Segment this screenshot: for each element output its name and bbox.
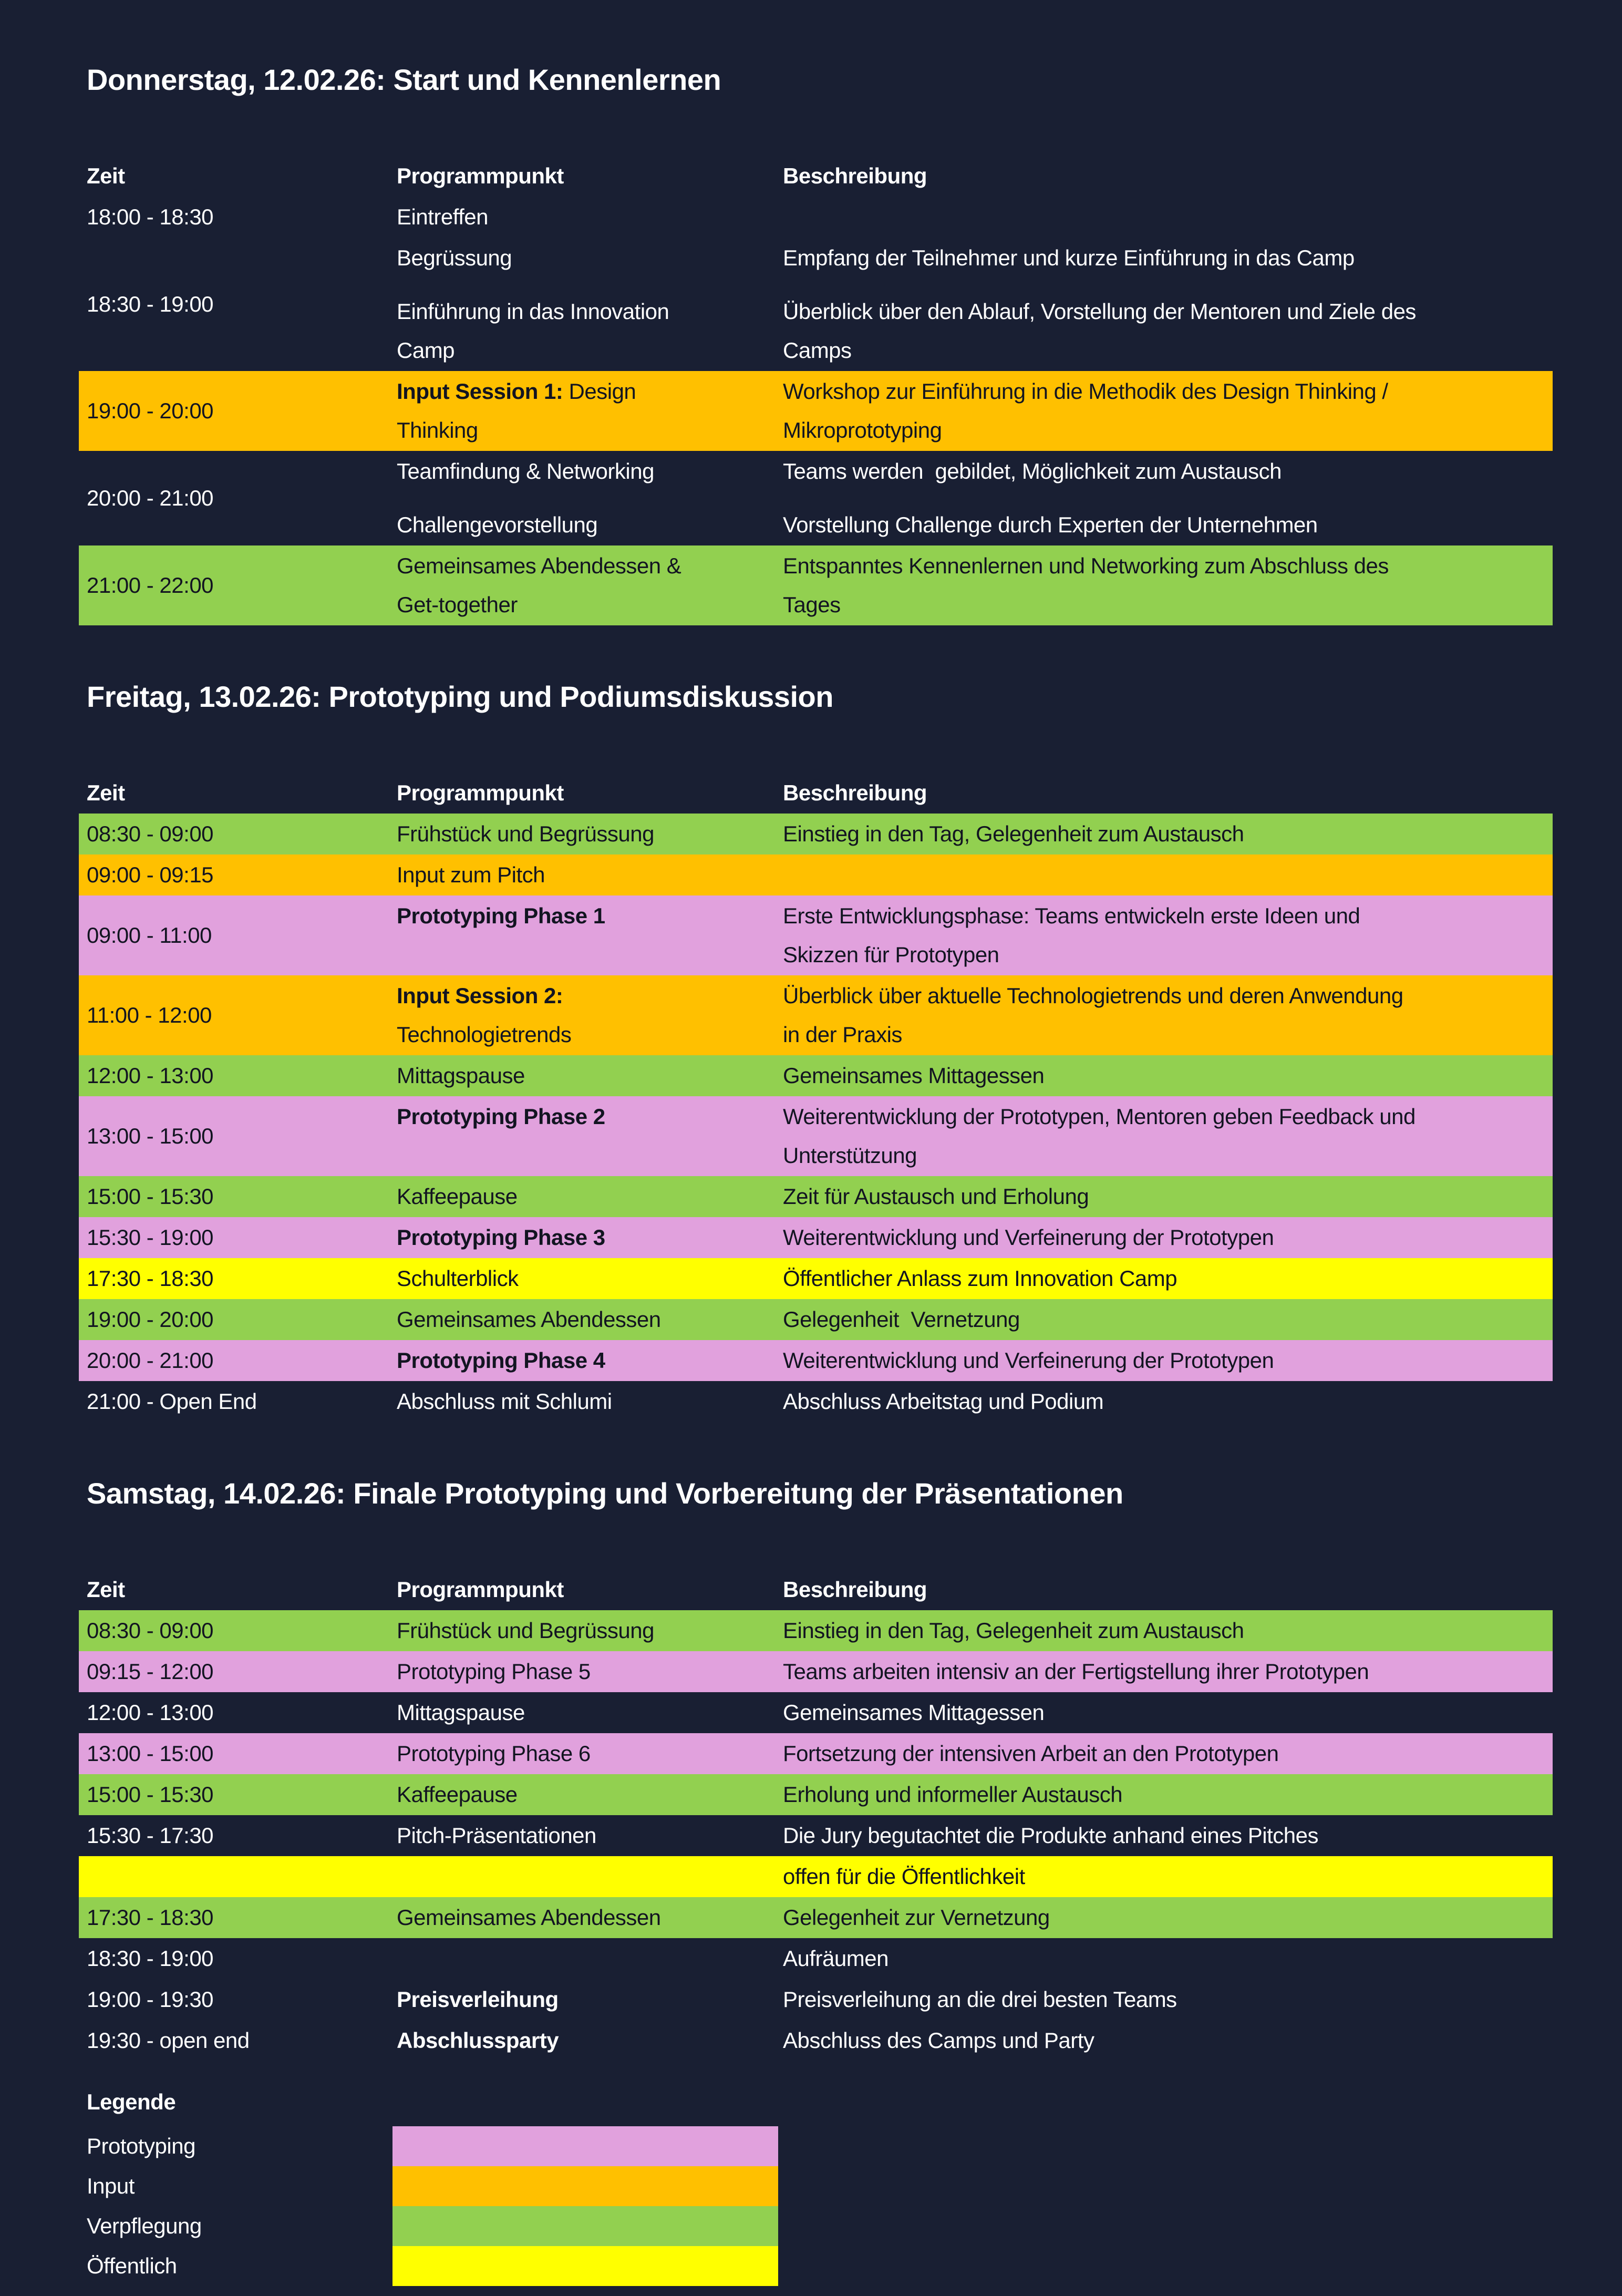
row-entries <box>397 1258 1553 1299</box>
schedule-row <box>79 2020 1553 2061</box>
row-entries <box>397 895 1553 975</box>
description-cell <box>783 292 1553 370</box>
description-cell <box>783 372 1553 450</box>
description-cell <box>783 815 1553 853</box>
program-entry <box>397 1259 1553 1298</box>
schedule-row <box>79 1856 1553 1897</box>
description-cell <box>783 1898 1553 1937</box>
description-line: Überblick über den Ablauf, Vorstellung der Mentoren und Ziele des <box>783 299 1416 324</box>
program-entry <box>397 2021 1553 2060</box>
description-line: in der Praxis <box>783 1022 902 1047</box>
schedule-row <box>79 1651 1553 1692</box>
program-cell <box>397 1177 783 1216</box>
legend-label: Öffentlich <box>87 2253 177 2278</box>
legend-swatch-input <box>392 2166 778 2206</box>
row-entries <box>397 1340 1553 1381</box>
program-cell <box>397 1816 783 1855</box>
program-cell <box>397 292 783 370</box>
time-cell: 09:00 - 11:00 <box>87 923 212 948</box>
program-line: Challengevorstellung <box>397 512 598 537</box>
time-cell: 18:00 - 18:30 <box>87 204 214 229</box>
description-line: Aufräumen <box>783 1946 889 1971</box>
row-entries <box>397 1055 1553 1096</box>
time-cell: 20:00 - 21:00 <box>87 486 214 510</box>
description-cell <box>783 1097 1553 1175</box>
program-line: Thinking <box>397 418 478 442</box>
description-line: Weiterentwicklung und Verfeinerung der Prototypen <box>783 1348 1274 1373</box>
description-line: Unterstützung <box>783 1143 917 1168</box>
schedule-row <box>79 1733 1553 1774</box>
column-header-time: Zeit <box>87 1577 125 1602</box>
description-line: Vorstellung Challenge durch Experten der Unternehmen <box>783 512 1318 537</box>
program-line: Prototyping Phase 1 <box>397 903 605 928</box>
program-entry <box>397 1177 1553 1216</box>
program-line: Einführung in das Innovation <box>397 299 669 324</box>
schedule-row <box>79 1938 1553 1979</box>
program-line: Mittagspause <box>397 1700 525 1725</box>
program-line: Prototyping Phase 3 <box>397 1225 605 1250</box>
schedule-row <box>79 854 1553 895</box>
row-entries <box>397 975 1553 1055</box>
schedule-row <box>79 1815 1553 1856</box>
column-header-program: Programmpunkt <box>397 163 564 188</box>
program-cell <box>397 856 783 894</box>
row-entries <box>397 1610 1553 1651</box>
time-cell: 15:00 - 15:30 <box>87 1184 214 1209</box>
row-entries <box>397 1733 1553 1774</box>
schedule-row <box>79 1096 1553 1176</box>
program-line: Prototyping Phase 2 <box>397 1104 605 1129</box>
program-line: Abschluss mit Schlumi <box>397 1389 612 1414</box>
schedule-row <box>79 1299 1553 1340</box>
program-line: Technologietrends <box>397 1022 572 1047</box>
row-entries <box>397 1938 1553 1979</box>
program-entry <box>397 1980 1553 2019</box>
description-cell <box>783 239 1553 277</box>
program-cell <box>397 1611 783 1650</box>
row-entries <box>397 1299 1553 1340</box>
description-cell <box>783 976 1553 1054</box>
program-line: Input Session 2: <box>397 983 563 1008</box>
time-cell: 18:30 - 19:00 <box>87 292 214 316</box>
program-line: Schulterblick <box>397 1266 519 1291</box>
description-cell <box>783 856 1553 894</box>
program-entry <box>397 1652 1553 1691</box>
program-cell <box>397 976 783 1054</box>
program-entry <box>397 1341 1553 1380</box>
day-section <box>79 59 1553 625</box>
program-cell <box>397 1898 783 1937</box>
description-cell <box>783 1300 1553 1339</box>
program-entry <box>397 1775 1553 1814</box>
program-cell <box>397 372 783 450</box>
schedule-row <box>79 545 1553 625</box>
program-line: Teamfindung & Networking <box>397 459 654 483</box>
program-entry <box>397 1898 1553 1937</box>
description-cell <box>783 1775 1553 1814</box>
time-cell: 21:00 - Open End <box>87 1389 257 1414</box>
program-cell <box>397 1857 783 1896</box>
description-line: Preisverleihung an die drei besten Teams <box>783 1987 1177 2012</box>
schedule-row <box>79 1897 1553 1938</box>
description-cell <box>783 897 1553 974</box>
description-line: Überblick über aktuelle Technologietrends und deren Anwendung <box>783 983 1403 1008</box>
program-entry <box>397 1382 1553 1421</box>
program-entry <box>397 1693 1553 1732</box>
time-cell: 19:00 - 20:00 <box>87 1307 214 1332</box>
description-cell <box>783 1056 1553 1095</box>
description-cell <box>783 1259 1553 1298</box>
row-entries <box>397 1979 1553 2020</box>
program-entry <box>397 506 1553 544</box>
section-title: Donnerstag, 12.02.26: Start und Kennenlernen <box>87 63 721 96</box>
program-entry <box>397 1734 1553 1773</box>
program-entry <box>397 372 1553 450</box>
program-line: Gemeinsames Abendessen & <box>397 553 681 578</box>
description-line: Gemeinsames Mittagessen <box>783 1700 1045 1725</box>
program-entry <box>397 1816 1553 1855</box>
program-cell <box>397 1775 783 1814</box>
time-cell: 17:30 - 18:30 <box>87 1905 214 1930</box>
time-cell: 15:30 - 19:00 <box>87 1225 214 1250</box>
program-cell <box>397 547 783 624</box>
legend-label: Verpflegung <box>87 2213 202 2238</box>
description-cell <box>783 1816 1553 1855</box>
day-section <box>79 676 1553 1422</box>
row-entries <box>397 1815 1553 1856</box>
row-entries <box>397 1381 1553 1422</box>
description-line: Teams arbeiten intensiv an der Fertigstellung ihrer Prototypen <box>783 1659 1369 1684</box>
time-cell: 09:15 - 12:00 <box>87 1659 214 1684</box>
schedule-row <box>79 1774 1553 1815</box>
description-line: Die Jury begutachtet die Produkte anhand eines Pitches <box>783 1823 1319 1848</box>
schedule-row <box>79 451 1553 545</box>
program-cell <box>397 1980 783 2019</box>
row-entries <box>397 451 1553 545</box>
column-header-time: Zeit <box>87 780 125 805</box>
legend-labels <box>79 2126 392 2286</box>
column-header-program: Programmpunkt <box>397 780 564 805</box>
program-cell <box>397 1056 783 1095</box>
program-entry <box>397 1939 1553 1978</box>
table-header <box>79 773 1553 814</box>
program-line: Frühstück und Begrüssung <box>397 821 654 846</box>
legend-label: Input <box>87 2174 135 2198</box>
program-entry <box>397 1300 1553 1339</box>
description-line: Weiterentwicklung der Prototypen, Mentoren geben Feedback und <box>783 1104 1416 1129</box>
description-line: offen für die Öffentlichkeit <box>783 1864 1025 1889</box>
table-header <box>79 1569 1553 1610</box>
schedule-row <box>79 1340 1553 1381</box>
program-entry <box>397 976 1553 1054</box>
description-cell <box>783 1177 1553 1216</box>
schedule-row <box>79 197 1553 238</box>
column-header-program: Programmpunkt <box>397 1577 564 1602</box>
time-cell: 08:30 - 09:00 <box>87 1618 214 1643</box>
legend-swatch-prototyping <box>392 2126 778 2166</box>
time-cell: 19:00 - 19:30 <box>87 1987 214 2012</box>
program-line: Gemeinsames Abendessen <box>397 1307 661 1332</box>
program-cell <box>397 1341 783 1380</box>
program-line: Pitch-Präsentationen <box>397 1823 596 1848</box>
program-cell <box>397 239 783 277</box>
program-cell <box>397 1259 783 1298</box>
description-line: Empfang der Teilnehmer und kurze Einführung in das Camp <box>783 245 1355 270</box>
description-line: Erholung und informeller Austausch <box>783 1782 1123 1807</box>
description-line: Gemeinsames Mittagessen <box>783 1063 1045 1088</box>
row-entries <box>397 545 1553 625</box>
column-header-description: Beschreibung <box>783 1577 927 1602</box>
description-cell <box>783 1611 1553 1650</box>
time-cell: 13:00 - 15:00 <box>87 1741 214 1766</box>
description-cell <box>783 547 1553 624</box>
description-cell <box>783 452 1553 491</box>
program-entry <box>397 547 1553 624</box>
section-title: Freitag, 13.02.26: Prototyping und Podiumsdiskussion <box>87 680 833 713</box>
program-entry <box>397 1097 1553 1175</box>
program-line: Prototyping Phase 5 <box>397 1659 591 1684</box>
description-line: Abschluss Arbeitstag und Podium <box>783 1389 1104 1414</box>
time-cell: 20:00 - 21:00 <box>87 1348 214 1373</box>
description-line: Einstieg in den Tag, Gelegenheit zum Austausch <box>783 821 1244 846</box>
description-line: Weiterentwicklung und Verfeinerung der Prototypen <box>783 1225 1274 1250</box>
row-entries <box>397 1856 1553 1897</box>
program-line: Prototyping Phase 6 <box>397 1741 591 1766</box>
time-cell: 19:00 - 20:00 <box>87 398 214 423</box>
table-header <box>79 156 1553 197</box>
program-cell <box>397 1097 783 1175</box>
program-cell <box>397 198 783 236</box>
program-cell <box>397 452 783 491</box>
program-entry <box>397 1857 1553 1896</box>
program-cell <box>397 506 783 544</box>
program-cell <box>397 1382 783 1421</box>
program-entry <box>397 1218 1553 1257</box>
description-line: Einstieg in den Tag, Gelegenheit zum Austausch <box>783 1618 1244 1643</box>
schedule-row <box>79 1692 1553 1733</box>
time-cell: 12:00 - 13:00 <box>87 1700 214 1725</box>
program-cell <box>397 1693 783 1732</box>
description-line: Öffentlicher Anlass zum Innovation Camp <box>783 1266 1177 1291</box>
program-entry <box>397 815 1553 853</box>
program-line: Abschlussparty <box>397 2028 559 2053</box>
column-header-description: Beschreibung <box>783 163 927 188</box>
program-cell <box>397 1939 783 1978</box>
legend <box>79 2082 1553 2286</box>
description-line: Skizzen für Prototypen <box>783 942 999 967</box>
program-cell <box>397 1300 783 1339</box>
description-cell <box>783 1857 1553 1896</box>
time-cell: 11:00 - 12:00 <box>87 1003 212 1027</box>
row-entries <box>397 814 1553 854</box>
program-entry <box>397 1611 1553 1650</box>
program-line: Get-together <box>397 592 518 617</box>
description-cell <box>783 1218 1553 1257</box>
description-cell <box>783 1939 1553 1978</box>
description-cell <box>783 1652 1553 1691</box>
column-header-description: Beschreibung <box>783 780 927 805</box>
section-title: Samstag, 14.02.26: Finale Prototyping und Vorbereitung der Präsentationen <box>87 1477 1123 1510</box>
schedule-row <box>79 814 1553 854</box>
row-entries <box>397 1897 1553 1938</box>
program-line: Camp <box>397 338 455 363</box>
row-entries <box>397 1651 1553 1692</box>
program-line: Preisverleihung <box>397 1987 559 2012</box>
schedule-row <box>79 1217 1553 1258</box>
row-entries <box>397 1774 1553 1815</box>
legend-label: Prototyping <box>87 2134 195 2158</box>
time-cell: 08:30 - 09:00 <box>87 821 214 846</box>
program-cell <box>397 1734 783 1773</box>
description-cell <box>783 198 1553 236</box>
description-cell <box>783 1382 1553 1421</box>
row-entries <box>397 854 1553 895</box>
schedule-row <box>79 238 1553 371</box>
program-line: Gemeinsames Abendessen <box>397 1905 661 1930</box>
schedule-row <box>79 1979 1553 2020</box>
description-cell <box>783 1693 1553 1732</box>
description-line: Erste Entwicklungsphase: Teams entwickeln erste Ideen und <box>783 903 1360 928</box>
time-cell: 15:30 - 17:30 <box>87 1823 214 1848</box>
description-cell <box>783 1341 1553 1380</box>
description-line: Entspanntes Kennenlernen und Networking zum Abschluss des <box>783 553 1389 578</box>
row-entries <box>397 371 1553 451</box>
description-line: Gelegenheit Vernetzung <box>783 1307 1020 1332</box>
program-line: Input Session 1: Design <box>397 379 636 404</box>
program-line: Frühstück und Begrüssung <box>397 1618 654 1643</box>
program-line: Kaffeepause <box>397 1782 518 1807</box>
day-section <box>79 1473 1553 2061</box>
schedule-row <box>79 1610 1553 1651</box>
legend-swatch-food <box>392 2206 778 2246</box>
schedule-row <box>79 1258 1553 1299</box>
row-entries <box>397 2020 1553 2061</box>
program-entry <box>397 452 1553 491</box>
schedule-row <box>79 371 1553 451</box>
time-cell: 12:00 - 13:00 <box>87 1063 214 1088</box>
time-cell: 19:30 - open end <box>87 2028 250 2053</box>
description-line: Tages <box>783 592 841 617</box>
description-cell <box>783 2021 1553 2060</box>
row-entries <box>397 1096 1553 1176</box>
program-line: Kaffeepause <box>397 1184 518 1209</box>
time-cell: 09:00 - 09:15 <box>87 862 214 887</box>
description-line: Teams werden gebildet, Möglichkeit zum Austausch <box>783 459 1282 483</box>
legend-swatch-public <box>392 2246 778 2286</box>
legend-body <box>79 2126 1553 2286</box>
time-cell: 18:30 - 19:00 <box>87 1946 214 1971</box>
description-line: Zeit für Austausch und Erholung <box>783 1184 1089 1209</box>
row-entries <box>397 1217 1553 1258</box>
time-cell: 15:00 - 15:30 <box>87 1782 214 1807</box>
description-line: Gelegenheit zur Vernetzung <box>783 1905 1050 1930</box>
description-line: Mikroprototyping <box>783 418 942 442</box>
program-entry <box>397 239 1553 277</box>
program-entry <box>397 1056 1553 1095</box>
row-entries <box>397 197 1553 238</box>
program-cell <box>397 2021 783 2060</box>
description-line: Camps <box>783 338 852 363</box>
column-header-time: Zeit <box>87 163 125 188</box>
legend-title: Legende <box>87 2089 176 2114</box>
description-cell <box>783 506 1553 544</box>
program-cell <box>397 1218 783 1257</box>
program-line: Mittagspause <box>397 1063 525 1088</box>
schedule-row <box>79 895 1553 975</box>
time-cell: 21:00 - 22:00 <box>87 573 214 598</box>
program-cell <box>397 1652 783 1691</box>
description-cell <box>783 1980 1553 2019</box>
schedule-row <box>79 1176 1553 1217</box>
sections-container <box>79 59 1553 2061</box>
time-cell: 17:30 - 18:30 <box>87 1266 214 1291</box>
description-line: Abschluss des Camps und Party <box>783 2028 1094 2053</box>
program-line: Eintreffen <box>397 204 489 229</box>
description-line: Fortsetzung der intensiven Arbeit an den Prototypen <box>783 1741 1279 1766</box>
program-line: Begrüssung <box>397 245 512 270</box>
description-cell <box>783 1734 1553 1773</box>
description-line: Workshop zur Einführung in die Methodik des Design Thinking / <box>783 379 1388 404</box>
row-entries <box>397 238 1553 371</box>
program-line: Input zum Pitch <box>397 862 545 887</box>
schedule-row <box>79 975 1553 1055</box>
time-cell: 13:00 - 15:00 <box>87 1124 214 1148</box>
row-entries <box>397 1176 1553 1217</box>
program-line: Prototyping Phase 4 <box>397 1348 605 1373</box>
program-cell <box>397 815 783 853</box>
schedule-row <box>79 1381 1553 1422</box>
program-entry <box>397 198 1553 236</box>
row-entries <box>397 1692 1553 1733</box>
legend-swatches <box>392 2126 778 2286</box>
program-entry <box>397 856 1553 894</box>
program-entry <box>397 292 1553 370</box>
program-entry <box>397 897 1553 974</box>
program-cell <box>397 897 783 974</box>
schedule-row <box>79 1055 1553 1096</box>
